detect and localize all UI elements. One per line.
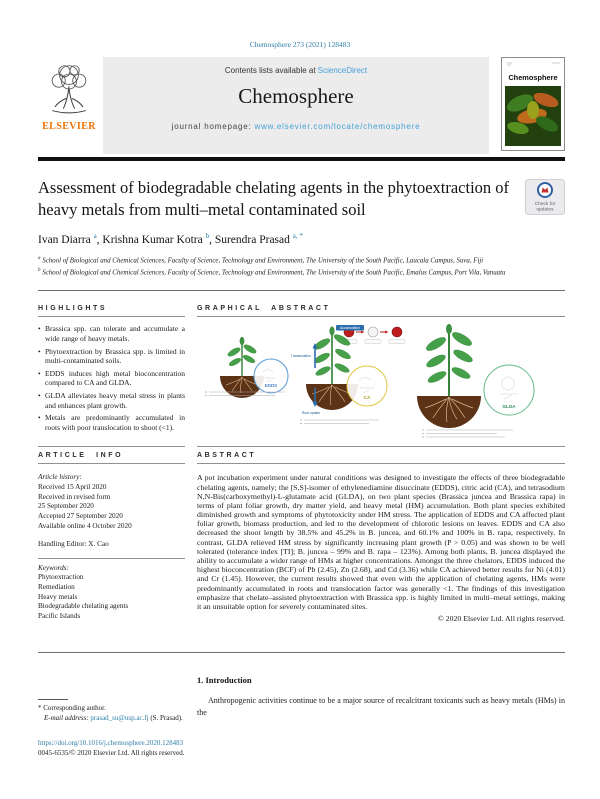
masthead-box [103, 57, 489, 154]
sciencedirect-link[interactable]: ScienceDirect [317, 66, 368, 75]
homepage-line: journal homepage: www.elsevier.com/locate/chemosphere [171, 122, 421, 131]
highlight-item: • Brassica spp. can tolerate and accumulate a wide range of heavy metals. [38, 324, 185, 343]
divider [38, 463, 185, 464]
highlight-item: • Metals are predominantly accumulated in roots with poor translocation to shoot (<1). [38, 413, 185, 432]
article-info-heading: ARTICLE INFO [38, 452, 124, 460]
glda-label: GLDA [502, 404, 516, 410]
footnote-block [38, 653, 185, 758]
divider [197, 316, 565, 317]
journal-cover-thumbnail [501, 57, 565, 151]
plant-glda [417, 324, 534, 438]
keyword: Pacific Islands [38, 612, 81, 621]
introduction-paragraph: Anthropogenic activities continue to be a major source of recalcitrant toxicants such as heavy metals (HMs) in the [197, 696, 565, 717]
introduction-heading: 1. Introduction [197, 675, 252, 686]
journal-reference: Chemosphere 273 (2021) 128483 [249, 40, 351, 49]
journal-masthead [38, 57, 565, 154]
author-list [38, 233, 565, 247]
divider [38, 316, 185, 317]
article-history-label: Article history: [38, 473, 82, 482]
elsevier-wordmark: ELSEVIER [42, 121, 96, 132]
author-affiliation-mark[interactable]: a [93, 232, 97, 241]
handling-editor: Handling Editor: X. Cao [38, 540, 109, 549]
check-for-updates-badge[interactable] [525, 179, 565, 215]
highlight-item: • Phytoextraction by Brassica spp. is limited in multi-contaminated soils. [38, 347, 185, 366]
affiliation: $^b$ School of Biological and Chemical Sciences, Faculty of Science, Technology and Environment, The University of the South Pacific, Emalus Campus, Port Vila, Vanuatu [38, 268, 506, 277]
email-link[interactable]: prasad_su@usp.ac.fj [90, 714, 149, 723]
plant-edds [205, 337, 288, 398]
highlights-list [38, 324, 185, 442]
graphical-abstract-figure [197, 324, 565, 442]
introduction-section [197, 653, 565, 758]
elsevier-tree-icon [41, 61, 97, 119]
ca-label: CA [363, 395, 371, 401]
history-line: Received 15 April 2020 [38, 483, 107, 491]
abstract-text: A pot incubation experiment under natural conditions was designed to investigate the effects of three biodegradable chelating agents, namely; the [S,S]-isomer of ethylenediamine disuccinate (EDDS), citric acid (CA), and tetrasodium N,N-Bis(carboxymethyl)-L-glutamate acid (GLDA), on two plant species (Brassica juncea and Brassica rapa) in terms of plant foliar growth, dry matter yield, and heavy metal (HM) accumulation. Both plant species exhibited diminished growth and symptoms of phytotoxicity under HM stress. The application of EDDS and CA affected plant foliar growth, biomass production, and led to the development of chlorotic lesions on leaves. EDDS and CA also decreased the shoot length by 38.5% and 45.2% in B. juncea, and 60.1% and 100% in B. rapa, respectively. In contrast, GLDA relieved HM stress by significantly increasing plant growth (P > 0.05) and was shown to be well tolerated (tolerance index [TI]; B. juncea – 99% and B. rapa – 123%). Among both plants, B. juncea displayed the ability to accumulate a wider range of HMs at higher concentrations. Amongst the three chelators, EDDS induced the highest bioconcentration (BCF) of Pb (2.45), Zn (2.68), and Cd (3.36) while CA achieved better results for Ni (4.01) and Cr (1.45). However, the current results showed that even with the application of chelating agents, HMs were predominantly accumulated in roots and translocation factor was generally <1. The findings of this investigation emphasize that chelate–assisted phytoextraction with Brassica spp. is highly limited in multi–metal settings, making it an unsuitable option for severely contaminated sites. [197, 473, 565, 611]
front-matter-divider [38, 290, 565, 291]
divider [197, 463, 565, 464]
author-affiliation-mark[interactable]: a, * [292, 232, 303, 241]
article-title: Assessment of biodegradable chelating agents in the phytoextraction of heavy metals from multi–metal contaminated soil [38, 178, 510, 219]
history-line: 25 September 2020 [38, 502, 94, 511]
translocation-label: Translocation [290, 354, 311, 359]
keyword: Biodegradable chelating agents [38, 602, 129, 611]
contents-line: Contents lists available at ScienceDirect [224, 66, 368, 75]
article-info [38, 471, 185, 621]
keyword: Heavy metals [38, 592, 78, 601]
keyword: Phytoextraction [38, 573, 84, 582]
graphical-abstract-heading: GRAPHICAL ABSTRACT [197, 305, 331, 313]
masthead-divider-bar [38, 157, 565, 161]
highlight-item: • EDDS induces high metal bioconcentration compared to CA and GLDA. [38, 369, 185, 388]
abstract-body [197, 471, 565, 641]
keyword: Remediation [38, 583, 75, 592]
author: Ivan Diarra $^a$, [38, 232, 103, 247]
highlights-heading: HIGHLIGHTS [38, 305, 108, 313]
affiliation: $^a$ School of Biological and Chemical Sciences, Faculty of Science, Technology and Environment, The University of the South Pacific, Laucala Campus, Suva, Fiji [38, 256, 484, 265]
author-affiliation-mark[interactable]: b [205, 232, 210, 241]
affiliations [38, 255, 565, 279]
history-line: Received in revised form [38, 492, 111, 501]
svg-text:updates: updates [536, 207, 554, 213]
elsevier-logo [38, 57, 100, 154]
accumulation-label: Accumulation [340, 326, 360, 331]
edds-label: EDDS [264, 383, 278, 389]
journal-name: Chemosphere [238, 84, 354, 108]
highlight-item: • GLDA alleviates heavy metal stress in plants and enhances plant growth. [38, 391, 185, 410]
history-line: Available online 4 October 2020 [38, 521, 132, 530]
abstract-heading: ABSTRACT [197, 452, 257, 460]
svg-text:Check for: Check for [534, 202, 556, 207]
keywords-label: Keywords: [38, 563, 69, 572]
email-line: E-mail address: prasad_su@usp.ac.fj (S. Prasad). [44, 714, 183, 723]
issn-copyright-line: 0045-6535/© 2020 Elsevier Ltd. All rights reserved. [38, 748, 185, 757]
author: Krishna Kumar Kotra $^b$, [102, 232, 215, 247]
graphical-abstract-image [197, 324, 565, 442]
history-line: Accepted 27 September 2020 [38, 511, 123, 520]
author: Surendra Prasad $^{a, *}$ [214, 232, 303, 247]
doi-link[interactable]: https://doi.org/10.1016/j.chemosphere.2020.128483 [38, 738, 184, 747]
root-uptake-label: Root uptake [301, 411, 321, 416]
corresponding-author-note: * Corresponding author. [38, 704, 106, 713]
journal-cover-image [502, 58, 564, 150]
divider [38, 558, 185, 559]
svg-text:Chemosphere: Chemosphere [508, 73, 558, 82]
footnote-rule [38, 699, 68, 700]
journal-homepage-link[interactable]: www.elsevier.com/locate/chemosphere [254, 122, 421, 131]
copyright-line: © 2020 Elsevier Ltd. All rights reserved. [437, 614, 565, 624]
